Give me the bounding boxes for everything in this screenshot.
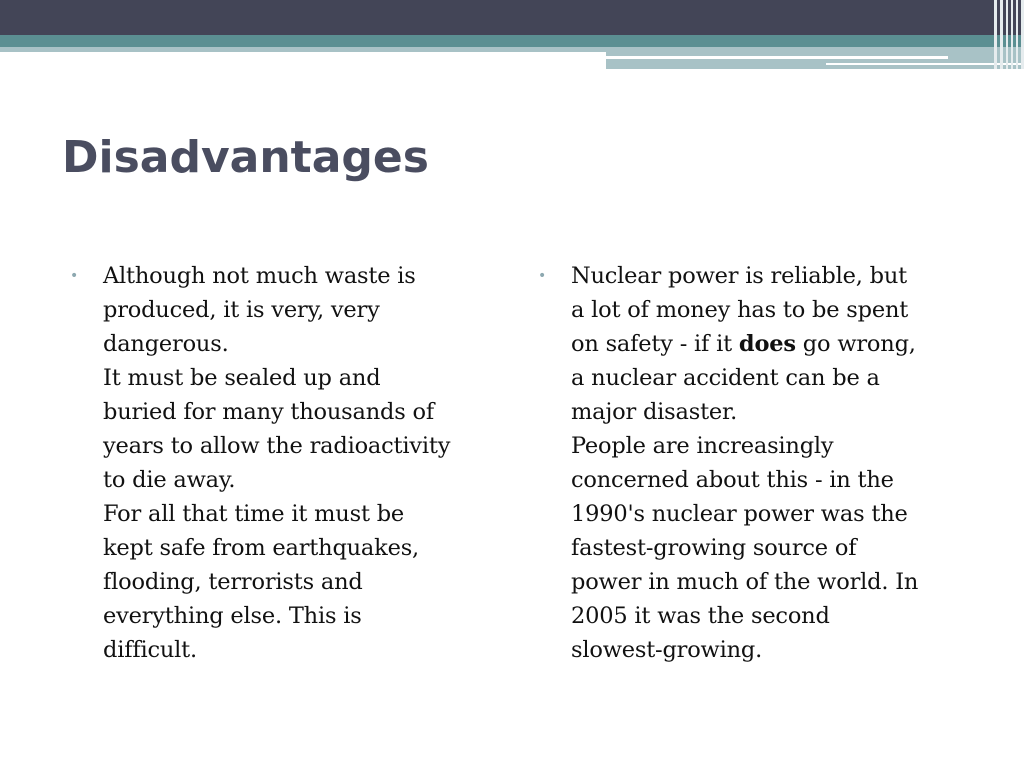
paragraph-growth-history: People are increasingly concerned about this - in the 1990's nuclear power was the fastest-growing source of power in much of the world. In 2005 it was the second slowest-growing. [571,433,919,663]
header-accent-line [606,56,948,59]
paragraph-safety-cost [571,259,958,429]
right-column [538,259,958,667]
bullet-icon: • [70,268,79,284]
header-teal-band [0,35,1024,47]
bullet-item-waste [70,259,490,667]
header-stripes [994,0,1024,69]
paragraph-sealed-buried: It must be sealed up and buried for many thousands of years to allow the radioactivity to die away. [103,365,451,493]
header-light-band-left [0,47,606,52]
header-dark-band [0,0,1024,35]
paragraph-kept-safe: For all that time it must be kept safe from earthquakes, flooding, terrorists and everything else. This is difficult. [103,501,419,663]
bullet-item-reliability [538,259,958,667]
paragraph-waste-danger: Although not much waste is produced, it is very, very dangerous. [103,263,416,357]
slide-title: Disadvantages [62,132,429,183]
bullet-icon: • [538,268,547,284]
left-column [70,259,490,667]
emphasis-does: does [738,331,796,357]
safety-text-end: go wrong, a nuclear accident can be a major disaster. [571,331,916,425]
safety-text-start: Nuclear power is reliable, but a lot of money has to be spent on safety - if it [571,263,909,357]
